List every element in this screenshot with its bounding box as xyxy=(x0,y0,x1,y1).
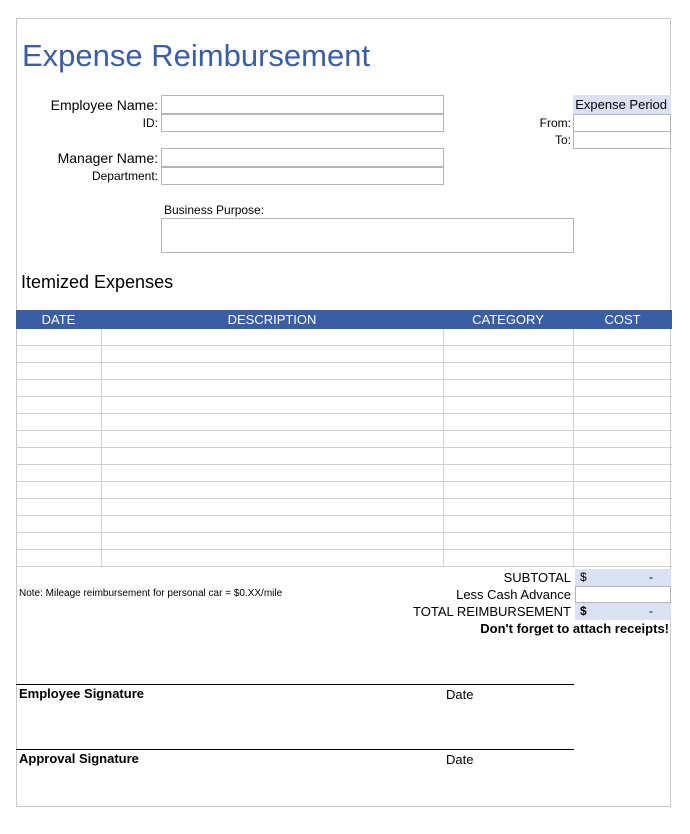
category-cell[interactable] xyxy=(443,329,573,346)
itemized-expenses-heading: Itemized Expenses xyxy=(21,272,174,292)
approval-signature-line xyxy=(16,749,574,750)
total-currency: $ xyxy=(580,604,587,618)
description-cell[interactable] xyxy=(101,499,443,516)
business-purpose-field[interactable] xyxy=(161,218,574,253)
table-row xyxy=(16,380,672,397)
description-cell[interactable] xyxy=(101,397,443,414)
date-cell[interactable] xyxy=(16,448,101,465)
employee-date-label: Date xyxy=(446,687,474,702)
description-cell[interactable] xyxy=(101,516,443,533)
date-cell[interactable] xyxy=(16,550,101,567)
cost-cell[interactable] xyxy=(573,533,672,550)
expenses-table xyxy=(16,310,672,567)
department-label: Department: xyxy=(91,169,158,183)
subtotal-amount: - xyxy=(649,570,653,584)
column-header-date: DATE xyxy=(16,310,101,329)
manager-name-label: Manager Name: xyxy=(57,150,158,166)
date-cell[interactable] xyxy=(16,431,101,448)
date-cell[interactable] xyxy=(16,465,101,482)
department-field[interactable] xyxy=(161,167,444,185)
description-cell[interactable] xyxy=(101,380,443,397)
table-row xyxy=(16,346,672,363)
expense-period-header: Expense Period xyxy=(573,95,671,114)
table-row xyxy=(16,431,672,448)
category-cell[interactable] xyxy=(443,414,573,431)
date-cell[interactable] xyxy=(16,499,101,516)
description-cell[interactable] xyxy=(101,414,443,431)
cost-cell[interactable] xyxy=(573,363,672,380)
date-cell[interactable] xyxy=(16,329,101,346)
period-from-field[interactable] xyxy=(573,114,671,132)
table-row xyxy=(16,448,672,465)
cost-cell[interactable] xyxy=(573,414,672,431)
table-row xyxy=(16,550,672,567)
category-cell[interactable] xyxy=(443,397,573,414)
mileage-note: Note: Mileage reimbursement for personal car = $0.XX/mile xyxy=(19,588,283,599)
employee-signature-line xyxy=(16,684,574,685)
date-cell[interactable] xyxy=(16,397,101,414)
table-row xyxy=(16,329,672,346)
description-cell[interactable] xyxy=(101,346,443,363)
cost-cell[interactable] xyxy=(573,516,672,533)
table-row xyxy=(16,533,672,550)
cost-cell[interactable] xyxy=(573,482,672,499)
category-cell[interactable] xyxy=(443,516,573,533)
category-cell[interactable] xyxy=(443,448,573,465)
category-cell[interactable] xyxy=(443,550,573,567)
subtotal-currency: $ xyxy=(580,570,587,584)
description-cell[interactable] xyxy=(101,465,443,482)
date-cell[interactable] xyxy=(16,363,101,380)
cost-cell[interactable] xyxy=(573,346,672,363)
cash-advance-field[interactable] xyxy=(575,586,671,603)
description-cell[interactable] xyxy=(101,482,443,499)
column-header-cost: COST xyxy=(573,310,672,329)
cost-cell[interactable] xyxy=(573,380,672,397)
category-cell[interactable] xyxy=(443,363,573,380)
table-row xyxy=(16,482,672,499)
table-row xyxy=(16,397,672,414)
subtotal-label: SUBTOTAL xyxy=(503,570,571,585)
employee-signature-label: Employee Signature xyxy=(19,686,144,701)
description-cell[interactable] xyxy=(101,363,443,380)
table-row xyxy=(16,465,672,482)
date-cell[interactable] xyxy=(16,533,101,550)
category-cell[interactable] xyxy=(443,499,573,516)
period-to-label: To: xyxy=(554,133,571,147)
category-cell[interactable] xyxy=(443,346,573,363)
total-reimbursement-label: TOTAL REIMBURSEMENT xyxy=(413,604,571,619)
category-cell[interactable] xyxy=(443,380,573,397)
manager-name-field[interactable] xyxy=(161,148,444,167)
description-cell[interactable] xyxy=(101,431,443,448)
subtotal-value xyxy=(575,569,671,586)
column-header-description: DESCRIPTION xyxy=(101,310,443,329)
total-amount: - xyxy=(649,604,653,618)
table-row xyxy=(16,516,672,533)
date-cell[interactable] xyxy=(16,380,101,397)
cost-cell[interactable] xyxy=(573,397,672,414)
period-from-label: From: xyxy=(539,116,571,130)
cost-cell[interactable] xyxy=(573,431,672,448)
category-cell[interactable] xyxy=(443,482,573,499)
total-reimbursement-value xyxy=(575,603,671,620)
period-to-field[interactable] xyxy=(573,131,671,149)
cost-cell[interactable] xyxy=(573,329,672,346)
business-purpose-label: Business Purpose: xyxy=(164,203,265,217)
table-row xyxy=(16,414,672,431)
table-row xyxy=(16,363,672,380)
approval-date-label: Date xyxy=(446,752,474,767)
employee-id-label: ID: xyxy=(142,116,158,130)
description-cell[interactable] xyxy=(101,533,443,550)
employee-id-field[interactable] xyxy=(161,114,444,132)
cost-cell[interactable] xyxy=(573,499,672,516)
cost-cell[interactable] xyxy=(573,465,672,482)
date-cell[interactable] xyxy=(16,482,101,499)
description-cell[interactable] xyxy=(101,550,443,567)
date-cell[interactable] xyxy=(16,516,101,533)
date-cell[interactable] xyxy=(16,414,101,431)
table-row xyxy=(16,499,672,516)
date-cell[interactable] xyxy=(16,346,101,363)
cash-advance-label: Less Cash Advance xyxy=(456,587,571,602)
description-cell[interactable] xyxy=(101,448,443,465)
description-cell[interactable] xyxy=(101,329,443,346)
cost-cell[interactable] xyxy=(573,448,672,465)
receipts-reminder: Don't forget to attach receipts! xyxy=(480,621,669,636)
approval-signature-label: Approval Signature xyxy=(19,751,139,766)
employee-name-field[interactable] xyxy=(161,95,444,114)
category-cell[interactable] xyxy=(443,431,573,448)
employee-name-label: Employee Name: xyxy=(50,97,158,113)
category-cell[interactable] xyxy=(443,533,573,550)
page-title: Expense Reimbursement xyxy=(22,38,371,73)
column-header-category: CATEGORY xyxy=(443,310,573,329)
category-cell[interactable] xyxy=(443,465,573,482)
cost-cell[interactable] xyxy=(573,550,672,567)
